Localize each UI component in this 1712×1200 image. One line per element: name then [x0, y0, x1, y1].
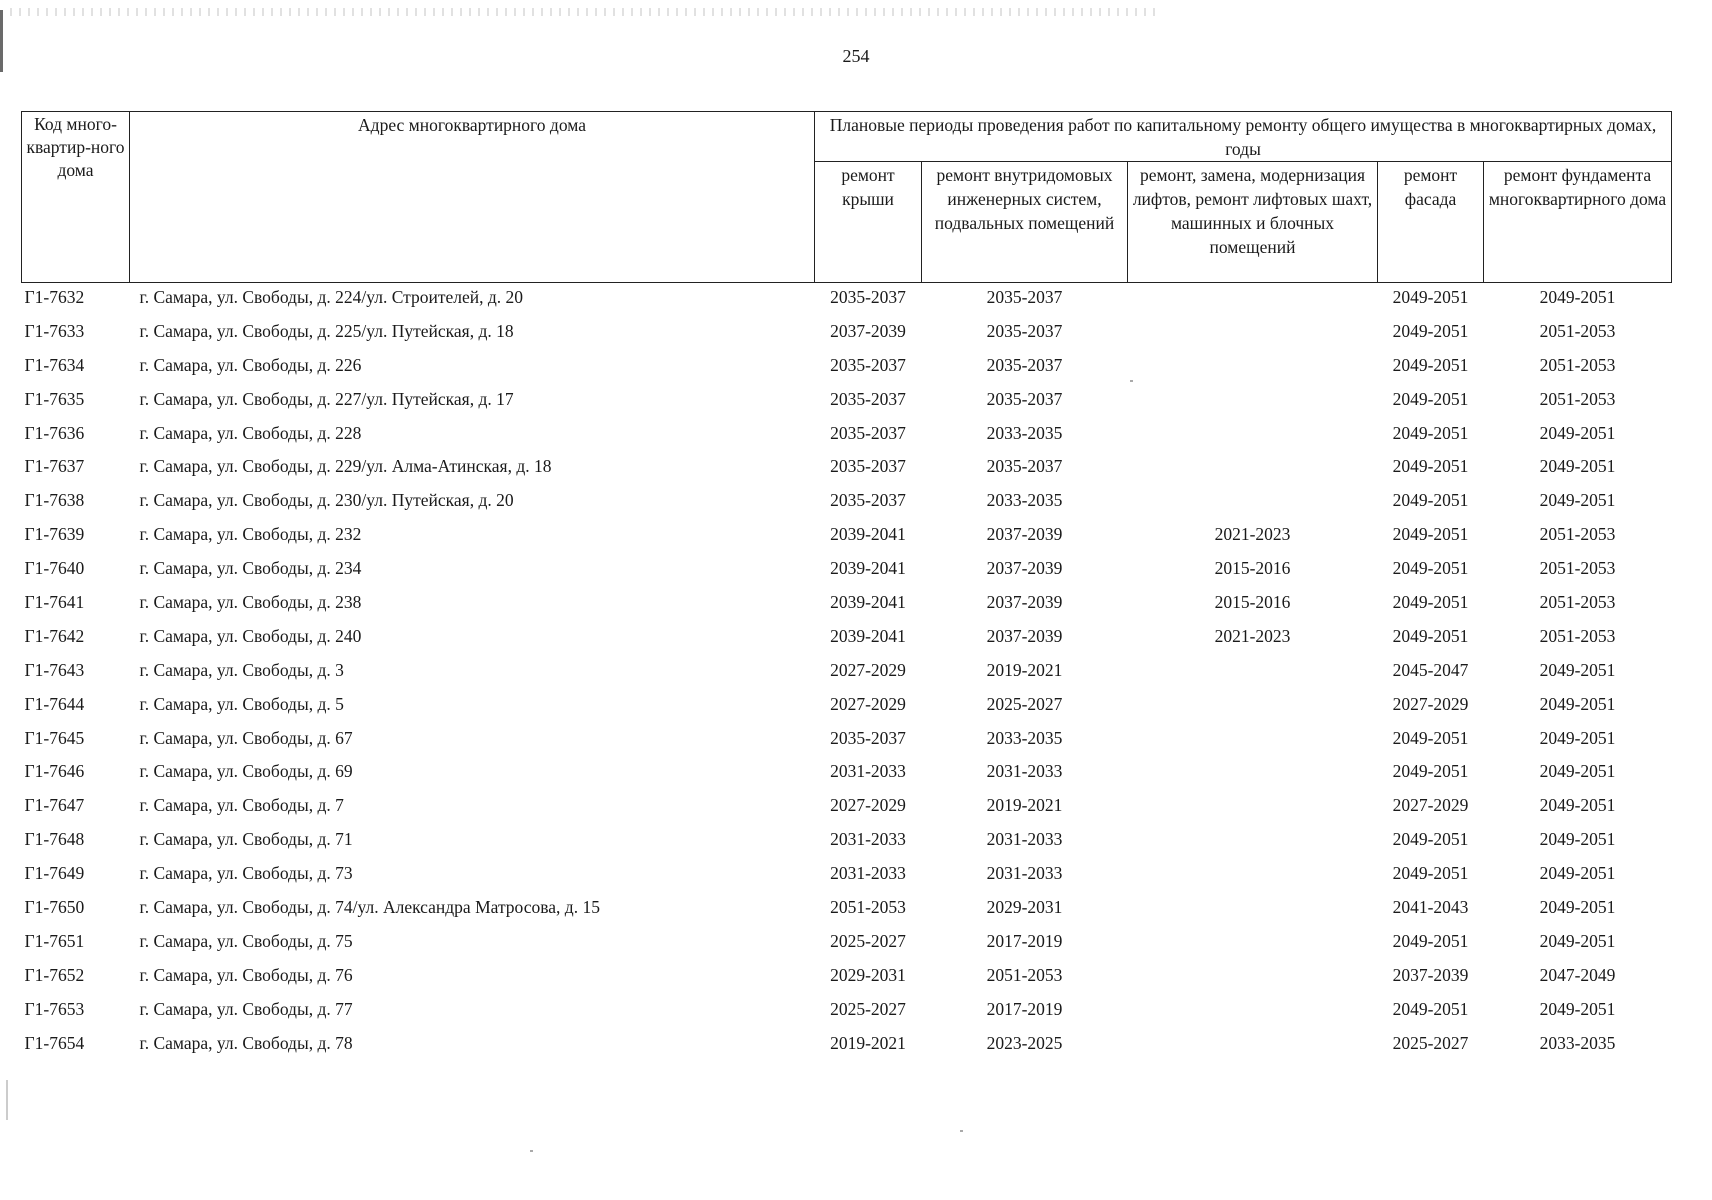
- cell-foundation: 2049-2051: [1539, 422, 1616, 443]
- table-row: [22, 995, 1672, 1029]
- cell-facade: 2049-2051: [1392, 524, 1469, 545]
- cell-systems: 2017-2019: [986, 930, 1063, 951]
- cell-roof: 2035-2037: [830, 727, 906, 748]
- table-row: [22, 385, 1672, 419]
- cell-foundation: 2051-2053: [1539, 354, 1616, 375]
- cell-address: г. Самара, ул. Свободы, д. 5: [139, 693, 344, 714]
- cell-foundation: 2049-2051: [1539, 863, 1616, 884]
- cell-address: г. Самара, ул. Свободы, д. 234: [139, 558, 362, 579]
- table-row: [22, 419, 1672, 453]
- cell-code: Г1-7653: [24, 998, 85, 1019]
- cell-lifts: [1128, 791, 1378, 825]
- cell-roof: 2039-2041: [830, 524, 906, 545]
- cell-address: г. Самара, ул. Свободы, д. 74/ул. Александра Матросова, д. 15: [139, 897, 600, 918]
- cell-foundation: 2049-2051: [1539, 829, 1616, 850]
- cell-systems: 2035-2037: [986, 456, 1063, 477]
- cell-foundation: 2049-2051: [1539, 897, 1616, 918]
- repair-schedule-table: [21, 111, 1672, 1062]
- cell-lifts: [1128, 452, 1378, 486]
- header-facade: ремонт фасада: [1378, 162, 1484, 283]
- table-row: [22, 283, 1672, 317]
- cell-facade: 2045-2047: [1392, 659, 1469, 680]
- cell-roof: 2035-2037: [830, 456, 906, 477]
- cell-lifts: 2015-2016: [1214, 558, 1291, 579]
- cell-facade: 2027-2029: [1392, 693, 1469, 714]
- scan-speck: [530, 1150, 533, 1152]
- scan-speck: [6, 1080, 8, 1120]
- cell-systems: 2019-2021: [986, 659, 1063, 680]
- cell-facade: 2049-2051: [1392, 829, 1469, 850]
- table-row: [22, 317, 1672, 351]
- cell-roof: 2051-2053: [830, 897, 906, 918]
- cell-foundation: 2051-2053: [1539, 625, 1616, 646]
- cell-code: Г1-7647: [24, 795, 85, 816]
- table-row: [22, 724, 1672, 758]
- cell-lifts: [1128, 690, 1378, 724]
- cell-address: г. Самара, ул. Свободы, д. 232: [139, 524, 362, 545]
- table-row: [22, 554, 1672, 588]
- cell-code: Г1-7649: [24, 863, 85, 884]
- cell-code: Г1-7645: [24, 727, 85, 748]
- cell-lifts: [1128, 656, 1378, 690]
- cell-code: Г1-7640: [24, 558, 85, 579]
- cell-lifts: [1128, 486, 1378, 520]
- cell-lifts: [1128, 385, 1378, 419]
- table-row: [22, 893, 1672, 927]
- cell-facade: 2049-2051: [1392, 998, 1469, 1019]
- cell-lifts: [1128, 893, 1378, 927]
- cell-roof: 2035-2037: [830, 354, 906, 375]
- cell-systems: 2035-2037: [986, 320, 1063, 341]
- cell-facade: 2049-2051: [1392, 558, 1469, 579]
- cell-systems: 2037-2039: [986, 625, 1063, 646]
- cell-code: Г1-7650: [24, 897, 85, 918]
- cell-lifts: [1128, 724, 1378, 758]
- scan-speck: [1130, 380, 1133, 382]
- cell-address: г. Самара, ул. Свободы, д. 227/ул. Путейская, д. 17: [139, 388, 514, 409]
- cell-address: г. Самара, ул. Свободы, д. 69: [139, 761, 353, 782]
- cell-address: г. Самара, ул. Свободы, д. 3: [139, 659, 344, 680]
- cell-roof: 2035-2037: [830, 422, 906, 443]
- cell-code: Г1-7633: [24, 320, 85, 341]
- cell-foundation: 2051-2053: [1539, 320, 1616, 341]
- cell-systems: 2019-2021: [986, 795, 1063, 816]
- cell-code: Г1-7642: [24, 625, 85, 646]
- table-row: [22, 825, 1672, 859]
- cell-facade: 2049-2051: [1392, 930, 1469, 951]
- header-address: Адрес многоквартирного дома: [130, 112, 815, 283]
- cell-lifts: [1128, 1029, 1378, 1063]
- cell-roof: 2035-2037: [830, 490, 906, 511]
- cell-roof: 2031-2033: [830, 863, 906, 884]
- cell-lifts: [1128, 757, 1378, 791]
- cell-address: г. Самара, ул. Свободы, д. 76: [139, 964, 353, 985]
- table-row: [22, 927, 1672, 961]
- cell-roof: 2029-2031: [830, 964, 906, 985]
- cell-roof: 2031-2033: [830, 829, 906, 850]
- cell-code: Г1-7635: [24, 388, 85, 409]
- cell-address: г. Самара, ул. Свободы, д. 225/ул. Путейская, д. 18: [139, 320, 514, 341]
- cell-facade: 2041-2043: [1392, 897, 1469, 918]
- cell-systems: 2025-2027: [986, 693, 1063, 714]
- cell-systems: 2033-2035: [986, 422, 1063, 443]
- cell-lifts: [1128, 961, 1378, 995]
- cell-facade: 2049-2051: [1392, 625, 1469, 646]
- cell-lifts: [1128, 825, 1378, 859]
- cell-facade: 2027-2029: [1392, 795, 1469, 816]
- cell-code: Г1-7632: [24, 287, 85, 307]
- table-row: [22, 690, 1672, 724]
- table-row: [22, 622, 1672, 656]
- table-row: [22, 757, 1672, 791]
- cell-address: г. Самара, ул. Свободы, д. 73: [139, 863, 353, 884]
- cell-lifts: [1128, 351, 1378, 385]
- cell-code: Г1-7654: [24, 1032, 85, 1053]
- cell-lifts: [1128, 283, 1378, 317]
- cell-code: Г1-7638: [24, 490, 85, 511]
- cell-facade: 2025-2027: [1392, 1032, 1469, 1053]
- cell-roof: 2031-2033: [830, 761, 906, 782]
- cell-systems: 2023-2025: [986, 1032, 1063, 1053]
- cell-roof: 2039-2041: [830, 625, 906, 646]
- cell-lifts: [1128, 859, 1378, 893]
- cell-foundation: 2049-2051: [1539, 693, 1616, 714]
- cell-lifts: [1128, 419, 1378, 453]
- cell-lifts: 2021-2023: [1214, 625, 1291, 646]
- cell-facade: 2049-2051: [1392, 388, 1469, 409]
- cell-lifts: [1128, 995, 1378, 1029]
- cell-systems: 2037-2039: [986, 592, 1063, 613]
- cell-code: Г1-7651: [24, 930, 85, 951]
- cell-facade: 2037-2039: [1392, 964, 1469, 985]
- header-systems: ремонт внутридомовых инженерных систем, подвальных помещений: [922, 162, 1128, 283]
- cell-foundation: 2049-2051: [1539, 930, 1616, 951]
- scan-noise: [10, 8, 1160, 16]
- cell-systems: 2035-2037: [986, 354, 1063, 375]
- table-row: [22, 520, 1672, 554]
- cell-lifts: 2021-2023: [1214, 524, 1291, 545]
- table-row: [22, 1029, 1672, 1063]
- cell-facade: 2049-2051: [1392, 354, 1469, 375]
- cell-address: г. Самара, ул. Свободы, д. 224/ул. Строителей, д. 20: [139, 287, 524, 307]
- header-foundation: ремонт фундамента многоквартирного дома: [1484, 162, 1672, 283]
- table-row: [22, 859, 1672, 893]
- cell-code: Г1-7652: [24, 964, 85, 985]
- cell-systems: 2031-2033: [986, 761, 1063, 782]
- cell-code: Г1-7639: [24, 524, 85, 545]
- cell-systems: 2037-2039: [986, 558, 1063, 579]
- cell-roof: 2025-2027: [830, 998, 906, 1019]
- cell-address: г. Самара, ул. Свободы, д. 71: [139, 829, 353, 850]
- cell-code: Г1-7634: [24, 354, 85, 375]
- cell-code: Г1-7644: [24, 693, 85, 714]
- cell-foundation: 2051-2053: [1539, 388, 1616, 409]
- cell-roof: 2037-2039: [830, 320, 906, 341]
- cell-systems: 2035-2037: [986, 388, 1063, 409]
- cell-address: г. Самара, ул. Свободы, д. 67: [139, 727, 353, 748]
- cell-systems: 2031-2033: [986, 829, 1063, 850]
- cell-systems: 2017-2019: [986, 998, 1063, 1019]
- cell-roof: 2025-2027: [830, 930, 906, 951]
- page-number: 254: [842, 46, 870, 66]
- cell-lifts: [1128, 317, 1378, 351]
- cell-facade: 2049-2051: [1392, 761, 1469, 782]
- cell-systems: 2051-2053: [986, 964, 1063, 985]
- cell-systems: 2033-2035: [986, 490, 1063, 511]
- cell-facade: 2049-2051: [1392, 456, 1469, 477]
- cell-address: г. Самара, ул. Свободы, д. 75: [139, 930, 353, 951]
- cell-foundation: 2033-2035: [1539, 1032, 1616, 1053]
- header-lifts: ремонт, замена, модернизация лифтов, ремонт лифтовых шахт, машинных и блочных помещений: [1128, 162, 1378, 283]
- cell-lifts: [1128, 927, 1378, 961]
- cell-address: г. Самара, ул. Свободы, д. 230/ул. Путейская, д. 20: [139, 490, 514, 511]
- cell-facade: 2049-2051: [1392, 727, 1469, 748]
- table-row: [22, 588, 1672, 622]
- cell-address: г. Самара, ул. Свободы, д. 229/ул. Алма-Атинская, д. 18: [139, 456, 552, 477]
- cell-roof: 2035-2037: [830, 388, 906, 409]
- cell-code: Г1-7637: [24, 456, 85, 477]
- cell-foundation: 2051-2053: [1539, 592, 1616, 613]
- cell-foundation: 2047-2049: [1539, 964, 1616, 985]
- table-row: [22, 351, 1672, 385]
- table-row: [22, 791, 1672, 825]
- cell-systems: 2031-2033: [986, 863, 1063, 884]
- cell-address: г. Самара, ул. Свободы, д. 228: [139, 422, 362, 443]
- cell-foundation: 2049-2051: [1539, 659, 1616, 680]
- cell-facade: 2049-2051: [1392, 863, 1469, 884]
- cell-address: г. Самара, ул. Свободы, д. 78: [139, 1032, 353, 1053]
- scan-speck: [960, 1130, 963, 1132]
- cell-systems: 2037-2039: [986, 524, 1063, 545]
- cell-roof: 2039-2041: [830, 592, 906, 613]
- header-planned-periods: Плановые периоды проведения работ по капитальному ремонту общего имущества в многоквартирных домах, годы: [815, 112, 1672, 162]
- cell-lifts: 2015-2016: [1214, 592, 1291, 613]
- cell-roof: 2035-2037: [830, 287, 906, 307]
- cell-address: г. Самара, ул. Свободы, д. 226: [139, 354, 362, 375]
- cell-facade: 2049-2051: [1392, 490, 1469, 511]
- header-code: Код много-квартир-ного дома: [22, 112, 130, 283]
- cell-systems: 2035-2037: [986, 287, 1063, 307]
- cell-foundation: 2051-2053: [1539, 558, 1616, 579]
- cell-roof: 2039-2041: [830, 558, 906, 579]
- cell-foundation: 2049-2051: [1539, 795, 1616, 816]
- cell-code: Г1-7641: [24, 592, 85, 613]
- cell-foundation: 2049-2051: [1539, 456, 1616, 477]
- cell-address: г. Самара, ул. Свободы, д. 7: [139, 795, 344, 816]
- cell-facade: 2049-2051: [1392, 320, 1469, 341]
- cell-roof: 2027-2029: [830, 693, 906, 714]
- table-row: [22, 452, 1672, 486]
- cell-facade: 2049-2051: [1392, 592, 1469, 613]
- table-row: [22, 656, 1672, 690]
- cell-code: Г1-7643: [24, 659, 85, 680]
- cell-roof: 2019-2021: [830, 1032, 906, 1053]
- cell-systems: 2033-2035: [986, 727, 1063, 748]
- cell-roof: 2027-2029: [830, 659, 906, 680]
- cell-foundation: 2049-2051: [1539, 727, 1616, 748]
- cell-foundation: 2049-2051: [1539, 287, 1616, 307]
- cell-code: Г1-7648: [24, 829, 85, 850]
- table-body: [22, 283, 1672, 1063]
- cell-code: Г1-7646: [24, 761, 85, 782]
- cell-roof: 2027-2029: [830, 795, 906, 816]
- cell-systems: 2029-2031: [986, 897, 1063, 918]
- cell-foundation: 2051-2053: [1539, 524, 1616, 545]
- cell-address: г. Самара, ул. Свободы, д. 238: [139, 592, 362, 613]
- cell-facade: 2049-2051: [1392, 287, 1469, 307]
- cell-address: г. Самара, ул. Свободы, д. 77: [139, 998, 353, 1019]
- cell-facade: 2049-2051: [1392, 422, 1469, 443]
- cell-address: г. Самара, ул. Свободы, д. 240: [139, 625, 362, 646]
- table-row: [22, 486, 1672, 520]
- cell-foundation: 2049-2051: [1539, 761, 1616, 782]
- table-row: [22, 961, 1672, 995]
- header-roof: ремонт крыши: [815, 162, 922, 283]
- cell-foundation: 2049-2051: [1539, 998, 1616, 1019]
- cell-code: Г1-7636: [24, 422, 85, 443]
- cell-foundation: 2049-2051: [1539, 490, 1616, 511]
